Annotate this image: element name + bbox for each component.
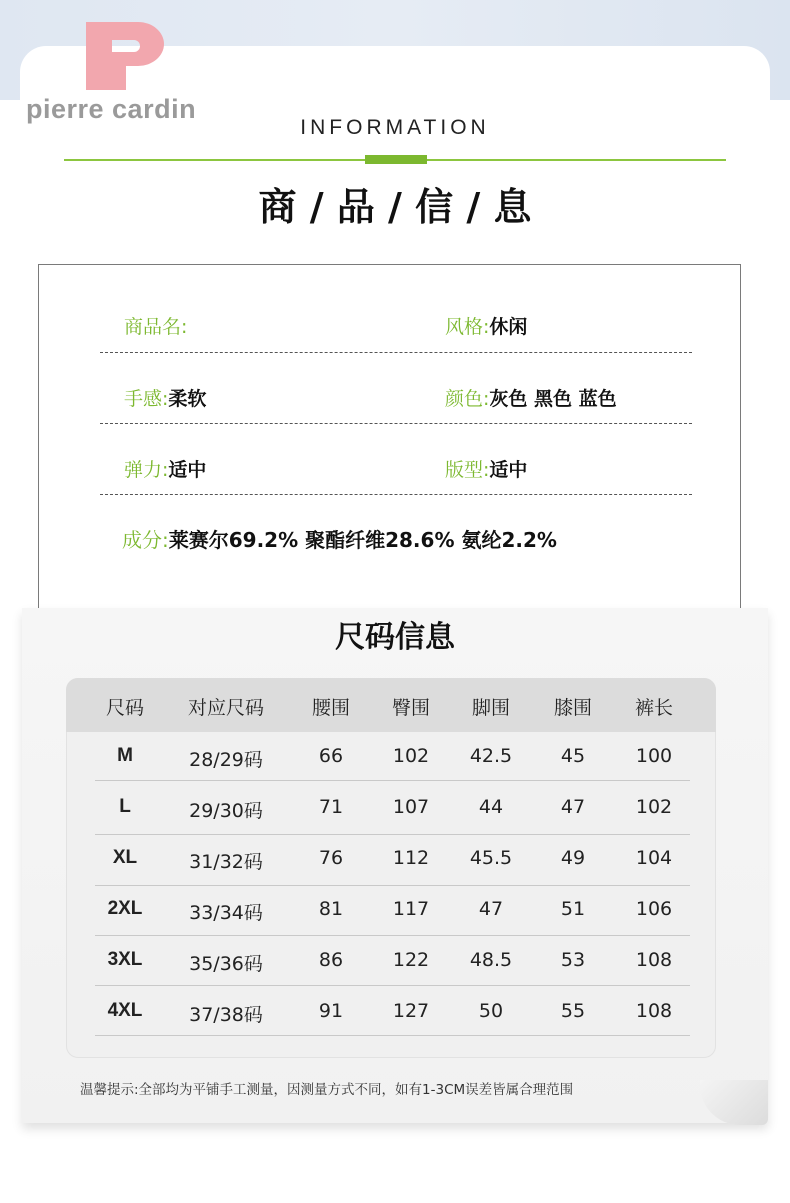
field-color [445,384,617,411]
table-cell: 66 [318,745,344,767]
table-cell: 4XL [107,1000,143,1021]
brand-name: pierre cardin [26,94,197,124]
table-cell: 122 [392,949,430,971]
table-cell: M [117,745,133,766]
table-header-cell: 脚围 [471,697,510,719]
size-info-title: 尺码信息 [335,620,455,655]
table-row-divider [95,885,690,886]
table-cell: 108 [635,949,673,971]
table-cell: 76 [318,847,344,869]
table-header-cell: 膝围 [553,697,592,719]
table-cell: 47 [478,898,504,920]
table-cell: 81 [318,898,344,920]
field-feel [124,384,206,411]
table-cell: 86 [318,949,344,971]
table-cell: 48.5 [469,949,513,971]
table-header-cell: 裤长 [634,697,673,719]
table-header-cell: 尺码 [105,697,144,719]
dashed-divider [100,352,692,353]
field-name-label: 商品名: [124,316,188,338]
table-cell: 51 [560,898,586,920]
table-cell: 2XL [107,898,143,919]
field-style-label: 风格: [445,316,490,338]
table-cell: 35/36码 [189,953,263,975]
table-cell: 108 [635,1000,673,1022]
field-color-label: 颜色: [445,388,490,410]
table-cell: 107 [392,796,430,818]
table-cell: 47 [560,796,586,818]
table-cell: 106 [635,898,673,920]
table-cell: 3XL [107,949,143,970]
field-feel-label: 手感: [124,388,169,410]
table-header-cell: 对应尺码 [187,697,264,719]
field-elastic-label: 弹力: [124,459,169,481]
table-cell: 29/30码 [189,800,263,822]
field-style-value: 休闲 [489,316,528,338]
measurement-note: 温馨提示:全部均为平铺手工测量，因测量方式不同，如有1-3CM误差皆属合理范围 [80,1082,574,1098]
table-cell: 127 [392,1000,430,1022]
table-cell: 102 [392,745,430,767]
table-row-divider [95,780,690,781]
field-style [445,312,527,339]
table-row-divider [95,985,690,986]
dashed-divider [100,494,692,495]
table-row-divider [95,935,690,936]
table-cell: 102 [635,796,673,818]
table-cell: 49 [560,847,586,869]
table-cell: 50 [478,1000,504,1022]
table-header-cell: 臀围 [391,697,430,719]
table-cell: 45.5 [469,847,513,869]
table-row-divider [95,834,690,835]
table-cell: 100 [635,745,673,767]
table-cell: 55 [560,1000,586,1022]
table-cell: 104 [635,847,673,869]
table-cell: L [119,796,131,817]
table-cell: 44 [478,796,504,818]
dashed-divider [100,423,692,424]
brand-logo-icon [86,22,172,90]
field-composition-value: 莱赛尔69.2% 聚酯纤维28.6% 氨纶2.2% [168,528,557,552]
field-fit-label: 版型: [445,459,490,481]
table-cell: 42.5 [469,745,513,767]
table-cell: 45 [560,745,586,767]
table-cell: 117 [392,898,430,920]
table-cell: 33/34码 [189,902,263,924]
table-row-divider [95,1035,690,1036]
field-feel-value: 柔软 [168,388,207,410]
field-name [124,312,187,339]
field-elastic [124,455,206,482]
table-cell: 28/29码 [189,749,263,771]
table-cell: 112 [392,847,430,869]
field-composition [122,524,557,553]
information-heading: INFORMATION [300,116,490,139]
table-header-cell: 腰围 [311,697,350,719]
table-cell: 37/38码 [189,1004,263,1026]
field-color-value: 灰色 黑色 蓝色 [489,388,617,410]
table-cell: 31/32码 [189,851,263,873]
divider-accent [365,155,427,164]
table-cell: XL [112,847,138,868]
table-cell: 53 [560,949,586,971]
field-composition-label: 成分: [122,528,169,552]
table-cell: 91 [318,1000,344,1022]
field-fit-value: 适中 [489,459,528,481]
field-elastic-value: 适中 [168,459,207,481]
section-title: 商 / 品 / 信 / 息 [258,185,532,229]
field-fit [445,455,527,482]
table-cell: 71 [318,796,344,818]
